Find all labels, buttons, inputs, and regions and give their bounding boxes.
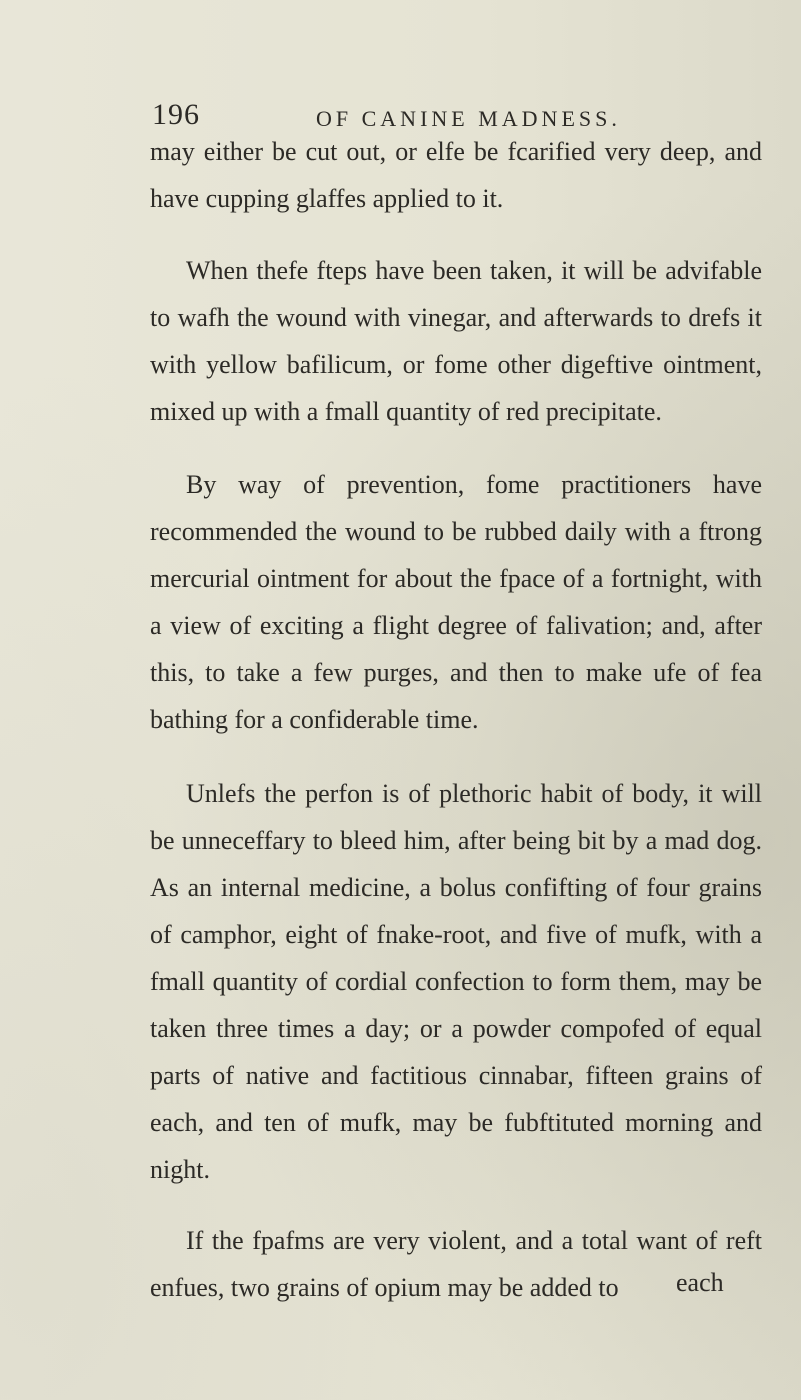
catchword: each <box>676 1268 724 1297</box>
paragraph-wound-dressing: When thefe fteps have been taken, it will be advifable to wafh the wound with vinegar, and afterwards to drefs it with yellow bafilicum, or fome other digeftive ointment, mixed up with a fmall quantity of red precipitate. <box>150 256 762 426</box>
body-text <box>150 128 762 1311</box>
paragraph-internal-medicine: Unlefs the perfon is of plethoric habit of body, it will be unneceffary to bleed him, after being bit by a mad dog. As an internal medicine, a bolus confifting of four grains of camphor, eight of fnake-root, and five of mufk, with a fmall quantity of cordial confection to form them, may be taken three times a day; or a powder compofed of equal parts of native and factitious cinnabar, fifteen grains of each, and ten of mufk, may be fubftituted morning and night. <box>150 779 762 1184</box>
running-head: OF CANINE MADNESS. <box>316 106 621 131</box>
page-number: 196 <box>152 98 200 131</box>
paragraph-spasms: If the fpafms are very violent, and a total want of reft enfues, two grains of opium may be added to <box>150 1226 762 1302</box>
paragraph-continuation: may either be cut out, or elfe be fcarified very deep, and have cupping glaffes applied to it. <box>150 137 762 213</box>
paragraph-prevention: By way of prevention, fome practitioners have recommended the wound to be rubbed daily with a ftrong mercurial ointment for about the fpace of a fortnight, with a view of exciting a flight degree of falivation; and, after this, to take a few purges, and then to make ufe of fea bathing for a confiderable time. <box>150 470 762 734</box>
